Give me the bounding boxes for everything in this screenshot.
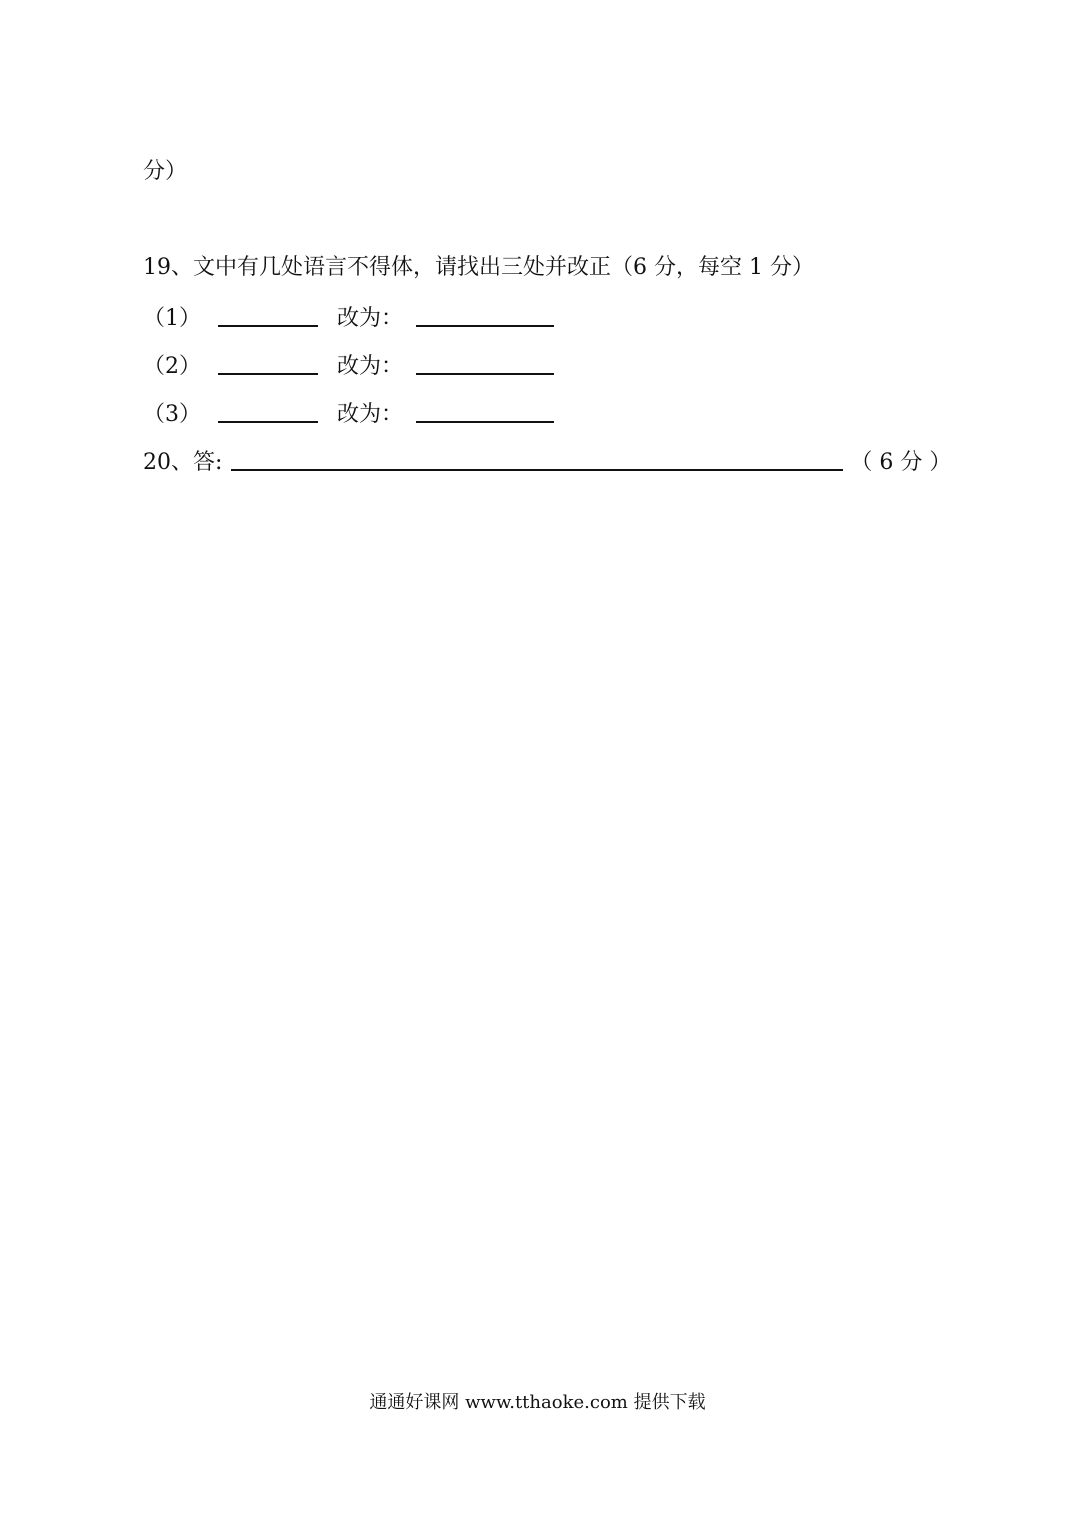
page-footer: 通通好课网 www.tthaoke.com 提供下载 [369, 1392, 706, 1413]
item-number: （3） [143, 402, 201, 427]
question-20 [143, 445, 951, 478]
item-number: （2） [143, 354, 201, 379]
change-to-label: 改为： [337, 402, 404, 427]
question-19-prompt: 19、文中有几处语言不得体，请找出三处并改正（6 分，每空 1 分） [143, 255, 814, 280]
question-19-item-1 [143, 301, 554, 334]
question-20-prefix: 20、答: [143, 450, 223, 475]
question-20-score: （ 6 分 ） [850, 450, 952, 475]
question-19-item-3 [143, 397, 554, 430]
answer-blank-corrected[interactable] [416, 301, 554, 327]
question-19-item-2 [143, 349, 554, 382]
answer-blank-long[interactable] [231, 445, 843, 471]
previous-question-continuation: 分） [143, 159, 188, 184]
answer-blank-corrected[interactable] [416, 397, 554, 423]
answer-blank-original[interactable] [218, 349, 318, 375]
answer-blank-original[interactable] [218, 397, 318, 423]
change-to-label: 改为： [337, 306, 404, 331]
answer-blank-corrected[interactable] [416, 349, 554, 375]
item-number: （1） [143, 306, 201, 331]
answer-blank-original[interactable] [218, 301, 318, 327]
change-to-label: 改为： [337, 354, 404, 379]
